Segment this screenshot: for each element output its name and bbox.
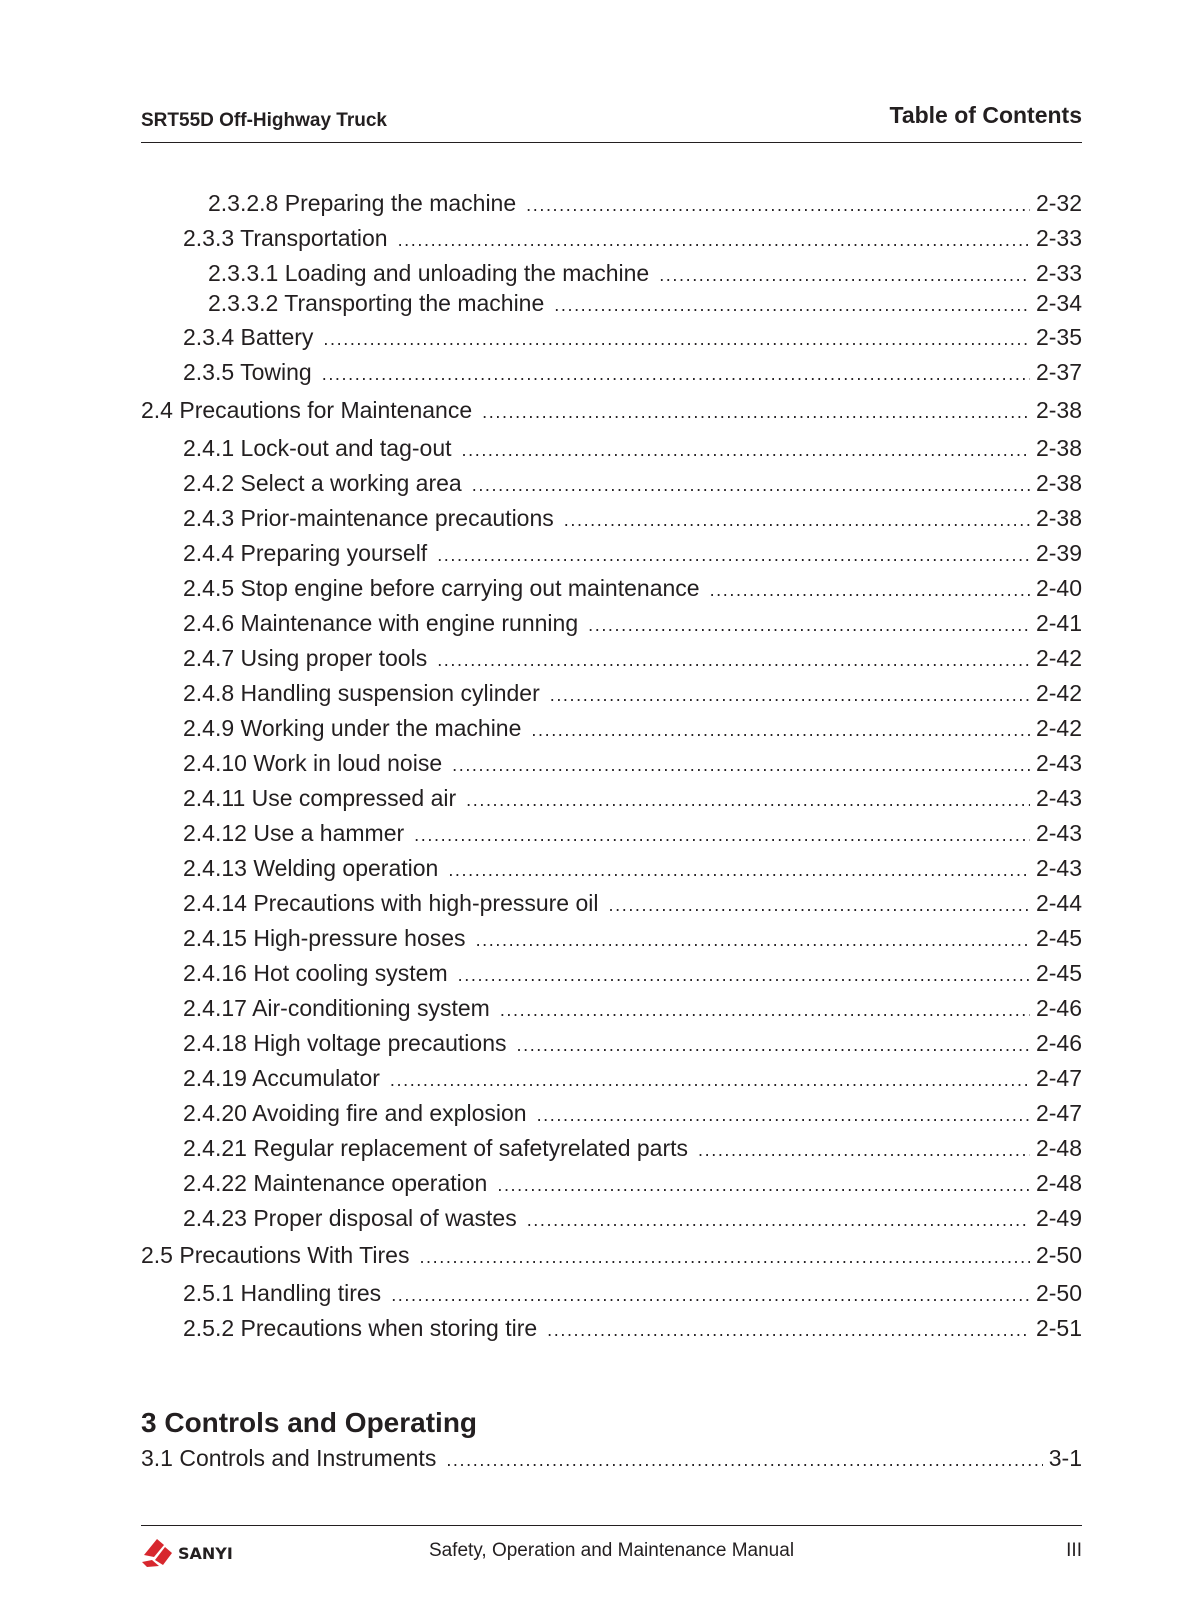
toc-entry[interactable] xyxy=(141,888,1082,918)
toc-entry-label: 2.3.4 Battery xyxy=(183,324,314,350)
dot-leader xyxy=(437,645,1030,675)
toc-entry-label: 2.4.4 Preparing yourself xyxy=(183,540,428,566)
toc-entry-label: 2.4.23 Proper disposal of wastes xyxy=(183,1205,517,1231)
dot-leader xyxy=(462,435,1030,465)
dot-leader xyxy=(517,1030,1030,1060)
toc-entry[interactable] xyxy=(141,395,1082,425)
toc-entry-page: 2-43 xyxy=(1035,750,1082,776)
toc-entry-label: 2.4.15 High-pressure hoses xyxy=(183,925,466,951)
toc-entry[interactable] xyxy=(141,853,1082,883)
toc-entry-page: 2-50 xyxy=(1035,1280,1082,1306)
toc-entry[interactable] xyxy=(141,573,1082,603)
dot-leader xyxy=(323,324,1030,354)
dot-leader xyxy=(659,260,1030,290)
toc-entry[interactable] xyxy=(141,188,1082,218)
toc-entry-page: 2-46 xyxy=(1035,1030,1082,1056)
dot-leader xyxy=(564,505,1030,535)
dot-leader xyxy=(609,890,1030,920)
toc-entry[interactable] xyxy=(141,643,1082,673)
dot-leader xyxy=(446,1445,1042,1475)
toc-entry-label: 2.4.22 Maintenance operation xyxy=(183,1170,488,1196)
toc-entry-page: 2-32 xyxy=(1035,190,1082,216)
dot-leader xyxy=(497,1170,1030,1200)
toc-entry-page: 2-42 xyxy=(1035,715,1082,741)
toc-entry-page: 2-41 xyxy=(1035,610,1082,636)
dot-leader xyxy=(452,750,1030,780)
dot-leader xyxy=(390,1065,1030,1095)
toc-entry-label: 2.4.8 Handling suspension cylinder xyxy=(183,680,540,706)
toc-entry-label: 2.5.2 Precautions when storing tire xyxy=(183,1315,538,1341)
toc-entry-page: 2-38 xyxy=(1035,505,1082,531)
toc-entry[interactable] xyxy=(141,748,1082,778)
dot-leader xyxy=(448,855,1030,885)
toc-entry-label: 2.4 Precautions for Maintenance xyxy=(141,397,473,423)
toc-entry-page: 2-45 xyxy=(1035,925,1082,951)
dot-leader xyxy=(547,1315,1030,1345)
toc-entry-page: 2-38 xyxy=(1035,435,1082,461)
toc-entry-label: 2.3.3 Transportation xyxy=(183,225,388,251)
dot-leader xyxy=(526,190,1030,220)
toc-entry-label: 3.1 Controls and Instruments xyxy=(141,1445,437,1471)
dot-leader xyxy=(437,540,1030,570)
dot-leader xyxy=(476,925,1030,955)
toc-entry[interactable] xyxy=(141,468,1082,498)
toc-entry-page: 2-33 xyxy=(1035,260,1082,286)
dot-leader xyxy=(458,960,1030,990)
dot-leader xyxy=(322,359,1030,389)
dot-leader xyxy=(710,575,1030,605)
toc-entry[interactable] xyxy=(141,433,1082,463)
toc-entry-page: 2-42 xyxy=(1035,680,1082,706)
toc-entry[interactable] xyxy=(141,357,1082,387)
dot-leader xyxy=(391,1280,1030,1310)
toc-entry-label: 2.5 Precautions With Tires xyxy=(141,1242,410,1268)
dot-leader xyxy=(554,290,1030,320)
toc-entry-label: 2.4.11 Use compressed air xyxy=(183,785,457,811)
dot-leader xyxy=(531,715,1030,745)
toc-entry[interactable] xyxy=(141,1278,1082,1308)
dot-leader xyxy=(414,820,1030,850)
toc-entry-label: 2.3.5 Towing xyxy=(183,359,312,385)
toc-entry[interactable] xyxy=(141,1443,1082,1473)
toc-entry[interactable] xyxy=(141,1203,1082,1233)
toc-entry-page: 2-45 xyxy=(1035,960,1082,986)
toc-entry-page: 2-38 xyxy=(1035,470,1082,496)
toc-entry-page: 2-43 xyxy=(1035,785,1082,811)
toc-entry-page: 2-39 xyxy=(1035,540,1082,566)
toc-entry[interactable] xyxy=(141,322,1082,352)
toc-entry-label: 2.4.5 Stop engine before carrying out maintenance xyxy=(183,575,700,601)
toc-entry-label: 2.4.12 Use a hammer xyxy=(183,820,405,846)
dot-leader xyxy=(527,1205,1030,1235)
toc-entry[interactable] xyxy=(141,223,1082,253)
toc-entry-page: 2-34 xyxy=(1035,290,1082,316)
toc-entry[interactable] xyxy=(141,1063,1082,1093)
toc-entry-page: 2-44 xyxy=(1035,890,1082,916)
toc-entry-label: 2.4.19 Accumulator xyxy=(183,1065,380,1091)
dot-leader xyxy=(472,470,1030,500)
toc-entry-page: 2-40 xyxy=(1035,575,1082,601)
manual-title: Safety, Operation and Maintenance Manual xyxy=(428,1540,795,1561)
toc-entry-page: 3-1 xyxy=(1048,1445,1082,1471)
dot-leader xyxy=(588,610,1030,640)
page-number: III xyxy=(1066,1540,1082,1561)
toc-entry[interactable] xyxy=(141,678,1082,708)
toc-entry-page: 2-48 xyxy=(1035,1135,1082,1161)
toc-entry-label: 2.4.18 High voltage precautions xyxy=(183,1030,507,1056)
toc-entry-label: 2.4.10 Work in loud noise xyxy=(183,750,443,776)
toc-entry[interactable] xyxy=(141,1240,1082,1270)
toc-entry-label: 2.4.6 Maintenance with engine running xyxy=(183,610,579,636)
toc-entry[interactable] xyxy=(141,713,1082,743)
toc-entry[interactable] xyxy=(141,923,1082,953)
section-title: Table of Contents xyxy=(889,102,1082,128)
toc-entry-page: 2-33 xyxy=(1035,225,1082,251)
toc-entry-label: 2.4.7 Using proper tools xyxy=(183,645,428,671)
toc-entry-label: 2.3.2.8 Preparing the machine xyxy=(208,190,517,216)
toc-entry[interactable] xyxy=(141,1168,1082,1198)
dot-leader xyxy=(466,785,1030,815)
toc-entry-page: 2-43 xyxy=(1035,855,1082,881)
toc-entry-page: 2-49 xyxy=(1035,1205,1082,1231)
toc-entry[interactable] xyxy=(141,958,1082,988)
toc-entry-label: 2.4.14 Precautions with high-pressure oil xyxy=(183,890,599,916)
toc-entry[interactable] xyxy=(141,1098,1082,1128)
toc-entry-page: 2-42 xyxy=(1035,645,1082,671)
toc-entry[interactable] xyxy=(141,993,1082,1023)
page-header xyxy=(141,96,1082,143)
brand-text: SANYI xyxy=(178,1544,233,1563)
dot-leader xyxy=(398,225,1030,255)
toc-entry[interactable] xyxy=(141,1133,1082,1163)
toc-entry-label: 2.5.1 Handling tires xyxy=(183,1280,382,1306)
dot-leader xyxy=(537,1100,1030,1130)
toc-entry-label: 2.3.3.1 Loading and unloading the machine xyxy=(208,260,650,286)
dot-leader xyxy=(698,1135,1030,1165)
toc-entry-label: 2.4.1 Lock-out and tag-out xyxy=(183,435,452,461)
toc-entry-page: 2-47 xyxy=(1035,1065,1082,1091)
toc-entry[interactable] xyxy=(141,503,1082,533)
toc-entry-label: 2.4.21 Regular replacement of safetyrelated parts xyxy=(183,1135,689,1161)
toc-entry-label: 2.4.17 Air-conditioning system xyxy=(183,995,490,1021)
toc-entry-page: 2-43 xyxy=(1035,820,1082,846)
page-footer xyxy=(141,1525,1082,1572)
toc-entry-label: 2.4.13 Welding operation xyxy=(183,855,439,881)
toc-entry-label: 2.4.2 Select a working area xyxy=(183,470,462,496)
toc-entry-page: 2-46 xyxy=(1035,995,1082,1021)
toc-entry-page: 2-37 xyxy=(1035,359,1082,385)
document-title: SRT55D Off-Highway Truck xyxy=(141,110,387,131)
toc-entry[interactable] xyxy=(141,783,1082,813)
dot-leader xyxy=(500,995,1030,1025)
toc-entry-page: 2-50 xyxy=(1035,1242,1082,1268)
toc-entry[interactable] xyxy=(141,288,1082,318)
toc-entry-page: 2-47 xyxy=(1035,1100,1082,1126)
toc-entry[interactable] xyxy=(141,538,1082,568)
toc-entry[interactable] xyxy=(141,818,1082,848)
toc-entry[interactable] xyxy=(141,1313,1082,1343)
dot-leader xyxy=(550,680,1030,710)
toc-entry-label: 2.4.20 Avoiding fire and explosion xyxy=(183,1100,527,1126)
toc-entry-label: 2.4.3 Prior-maintenance precautions xyxy=(183,505,554,531)
toc-entry[interactable] xyxy=(141,258,1082,288)
toc-entry-page: 2-48 xyxy=(1035,1170,1082,1196)
toc-entry-label: 2.3.3.2 Transporting the machine xyxy=(208,290,545,316)
dot-leader xyxy=(482,397,1030,427)
dot-leader xyxy=(419,1242,1030,1272)
toc-entry-page: 2-35 xyxy=(1035,324,1082,350)
toc-entry[interactable] xyxy=(141,1028,1082,1058)
chapter-heading: 3 Controls and Operating xyxy=(141,1407,478,1438)
toc-entry[interactable] xyxy=(141,608,1082,638)
toc-entry-label: 2.4.16 Hot cooling system xyxy=(183,960,448,986)
toc-entry-label: 2.4.9 Working under the machine xyxy=(183,715,522,741)
toc-entry-page: 2-38 xyxy=(1035,397,1082,423)
toc-entry-page: 2-51 xyxy=(1035,1315,1082,1341)
